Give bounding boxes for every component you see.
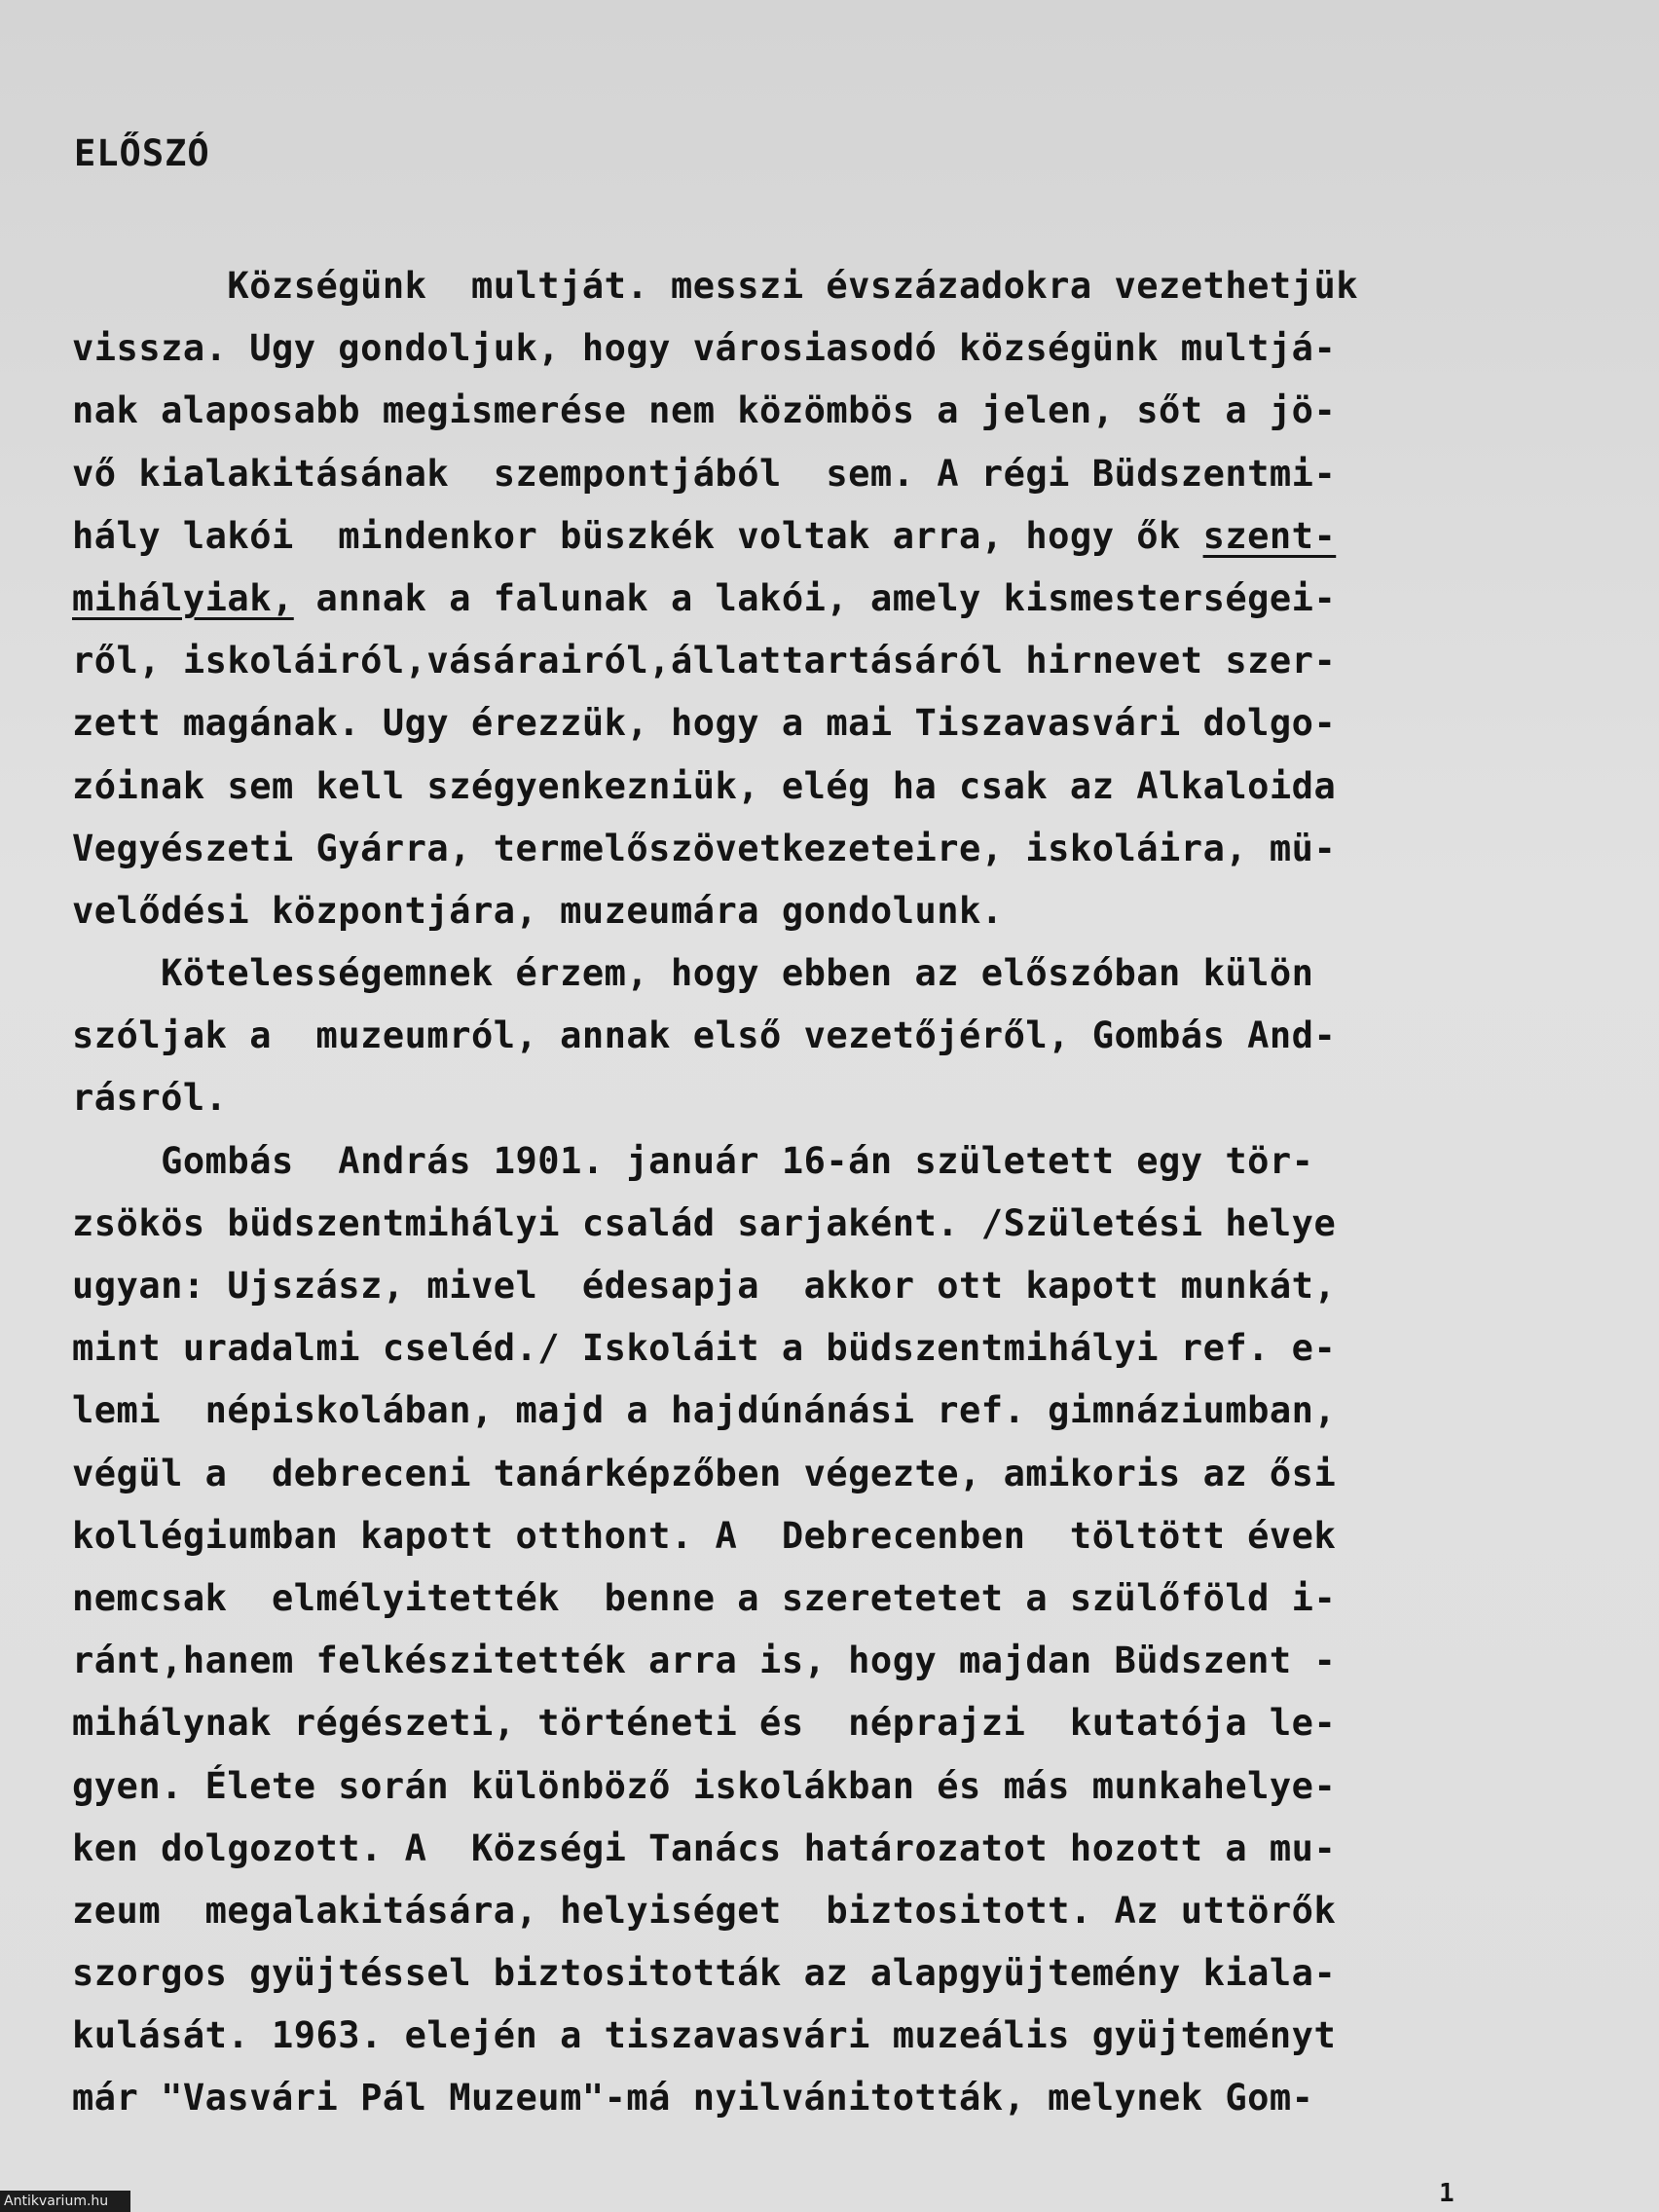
text-line: mint uradalmi cseléd./ Iskoláit a büdszentmihályi ref. e- [72, 1327, 1337, 1370]
text-line: szorgos gyüjtéssel biztositották az alapgyüjtemény kiala- [72, 1952, 1337, 1995]
underlined-word: szent- [1202, 514, 1337, 557]
underlined-word: mihályiak, [72, 576, 294, 619]
text-line: lemi népiskolában, majd a hajdúnánási ref. gimnáziumban, [72, 1389, 1337, 1432]
text-line: ken dolgozott. A Községi Tanács határozatot hozott a mu- [72, 1826, 1337, 1869]
page-heading: ELŐSZÓ [74, 132, 210, 174]
text-line: Gombás András 1901. január 16-án született egy tör- [72, 1139, 1314, 1182]
text-line: végül a debreceni tanárképzőben végezte, amikoris az ősi [72, 1452, 1337, 1494]
text-line: kulását. 1963. elején a tiszavasvári muzeális gyüjteményt [72, 2014, 1337, 2057]
text-line: nemcsak elmélyitették benne a szeretetet a szülőföld i- [72, 1576, 1337, 1619]
text-line: zeum megalakitására, helyiséget biztositott. Az uttörők [72, 1889, 1337, 1932]
text-line: ugyan: Ujszász, mivel édesapja akkor ott kapott munkát, [72, 1265, 1337, 1307]
text-line [72, 568, 1532, 630]
text-line: ről, iskoláiról,vásárairól,állattartásáról hirnevet szer- [72, 640, 1337, 682]
text-line: Vegyészeti Gyárra, termelőszövetkezeteire, iskoláira, mü- [72, 827, 1337, 869]
page-corner-mark: 1 [1439, 2179, 1455, 2208]
text-line: ránt,hanem felkészitették arra is, hogy majdan Büdszent - [72, 1640, 1337, 1682]
text-line: szóljak a muzeumról, annak első vezetőjéről, Gombás And- [72, 1014, 1337, 1057]
text-line: vő kialakitásának szempontjából sem. A régi Büdszentmi- [72, 452, 1337, 495]
text-line: Községünk multját. messzi évszázadokra vezethetjük [72, 265, 1359, 307]
text-line: velődési központjára, muzeumára gondolunk. [72, 889, 1004, 932]
text-line: rásról. [72, 1077, 228, 1120]
text-line-part: annak a falunak a lakói, amely kismesterségei- [293, 576, 1337, 619]
text-line: már "Vasvári Pál Muzeum"-má nyilvánitották, melynek Gom- [72, 2077, 1314, 2120]
text-line: nak alaposabb megismerése nem közömbös a jelen, sőt a jö- [72, 389, 1337, 432]
body-text [72, 255, 1532, 2130]
text-line: kollégiumban kapott otthont. A Debrecenben töltött évek [72, 1514, 1337, 1557]
text-line: vissza. Ugy gondoljuk, hogy városiasodó községünk multjá- [72, 327, 1337, 370]
watermark: Antikvarium.hu [0, 2191, 130, 2212]
text-line [72, 505, 1532, 568]
text-line: mihálynak régészeti, történeti és néprajzi kutatója le- [72, 1702, 1337, 1745]
text-line: zsökös büdszentmihályi család sarjaként. /Születési helye [72, 1201, 1337, 1244]
text-line-part: hály lakói mindenkor büszkék voltak arra, hogy ők [72, 514, 1203, 557]
text-line: zóinak sem kell szégyenkezniük, elég ha csak az Alkaloida [72, 764, 1337, 807]
text-line: Kötelességemnek érzem, hogy ebben az előszóban külön [72, 952, 1314, 995]
text-line: gyen. Élete során különböző iskolákban és más munkahelye- [72, 1764, 1337, 1807]
text-line: zett magának. Ugy érezzük, hogy a mai Tiszavasvári dolgo- [72, 702, 1337, 745]
